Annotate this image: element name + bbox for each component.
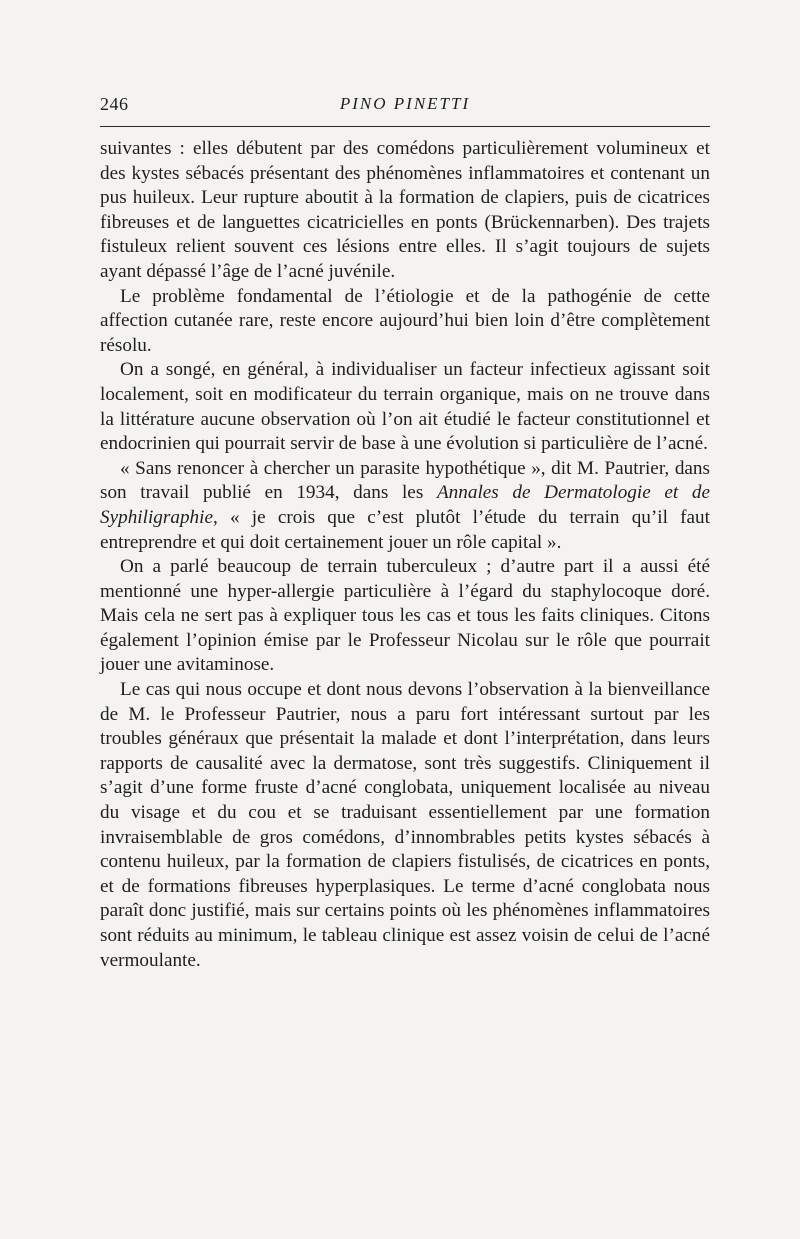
paragraph-6: Le cas qui nous occupe et dont nous devons l’observation à la bienveillance de M. le Professeur Pautrier, nous a paru fort intéressant surtout par les troubles généraux que présentait la malade et dont l’interprétation, dans leurs rapports de causalité avec la dermatose, sont très suggestifs. Cliniquement il s’agit d’une forme fruste d’acné conglobata, uniquement localisée au niveau du visage et du cou et se traduisant essentiellement par une formation invraisemblable de gros comédons, d’innombrables petits kystes sébacés à contenu huileux, par la formation de clapiers fistulisés, de cicatrices en ponts, et de formations fibreuses hyperplasiques. Le terme d’acné conglobata nous paraît donc justifié, mais sur certains points où les phénomènes inflammatoires sont réduits au minimum, le tableau clinique est assez voisin de celui de l’acné vermoulante. bbox=[100, 679, 710, 971]
header-rule bbox=[100, 126, 710, 127]
quote-text-start: « Sans renoncer à chercher un parasite hypothétique », dit M. Pautrier, dans son travail publié en 1934, dans les bbox=[100, 457, 710, 504]
body-text bbox=[100, 137, 710, 973]
running-head: PINO PINETTI bbox=[339, 94, 471, 113]
paragraph-2: Le problème fondamental de l’étiologie et de la pathogénie de cette affection cutanée rare, reste encore aujourd’hui bien loin d’être complètement résolu. bbox=[100, 285, 710, 356]
journal-title: Annales de Dermatologie et de Syphiligraphie bbox=[100, 482, 710, 528]
page-number: 246 bbox=[100, 94, 129, 114]
page-header bbox=[100, 90, 710, 126]
paragraph-5: On a parlé beaucoup de terrain tuberculeux ; d’autre part il a aussi été mentionné une hyper-allergie particulière à l’égard du staphylocoque doré. Mais cela ne sert pas à expliquer tous les cas et tous les faits cliniques. Citons également l’opinion émise par le Professeur Nicolau sur le rôle que pourrait jouer une avitaminose. bbox=[100, 556, 710, 676]
quote-text-end: , « je crois que c’est plutôt l’étude du terrain qu’il faut entreprendre et qui doit certainement jouer un rôle capital ». bbox=[100, 506, 710, 553]
document-page bbox=[100, 90, 710, 973]
paragraph-1: suivantes : elles débutent par des comédons particulièrement volumineux et des kystes sébacés présentant des phénomènes inflammatoires et contenant un pus huileux. Leur rupture aboutit à la formation de clapiers, puis de cicatrices fibreuses et de languettes cicatricielles en ponts (Brückennarben). Des trajets fistuleux relient souvent ces lésions entre elles. Il s’agit toujours de sujets ayant dépassé l’âge de l’acné juvénile. bbox=[100, 138, 710, 282]
paragraph-3: On a songé, en général, à individualiser un facteur infectieux agissant soit localement, soit en modificateur du terrain organique, mais on ne trouve dans la littérature aucune observation où l’on ait étudié le facteur constitutionnel et endocrinien qui pourrait servir de base à une évolution si particulière de l’acné. bbox=[100, 359, 710, 455]
paragraph-4 bbox=[100, 457, 710, 555]
